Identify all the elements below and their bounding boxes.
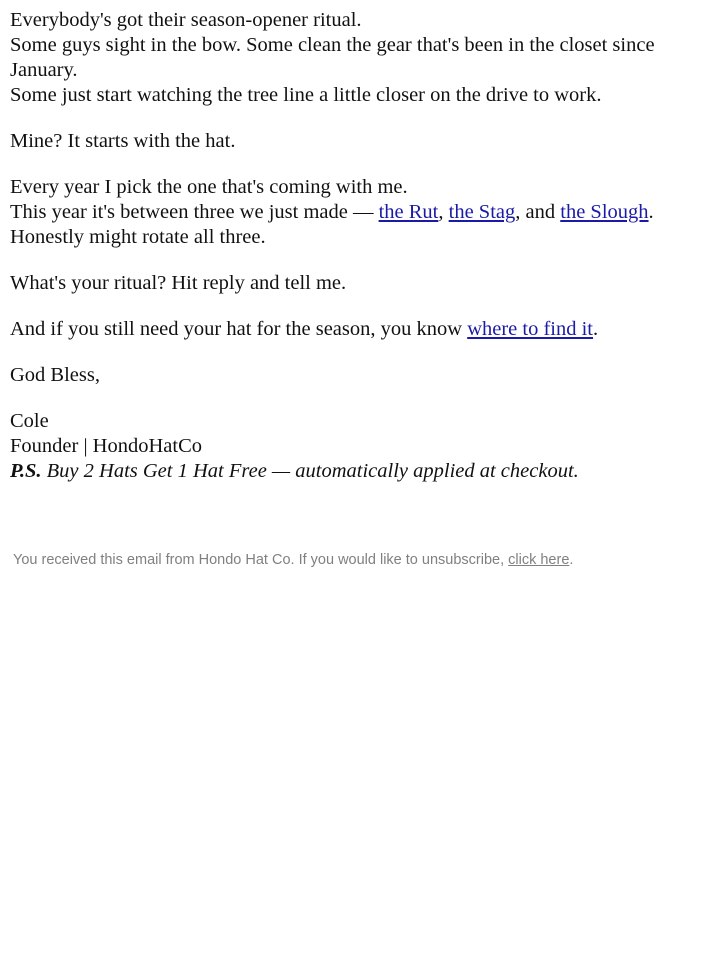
intro-line-3: Some just start watching the tree line a little closer on the drive to work. [10, 84, 602, 106]
signature-name: Cole [10, 410, 49, 432]
intro-line-2: Some guys sight in the bow. Some clean the gear that's been in the closet since January. [10, 34, 655, 81]
season-line-suffix: . [593, 318, 599, 340]
postscript-label: P.S. [10, 460, 42, 482]
pick-line-3: Honestly might rotate all three. [10, 226, 266, 248]
the-slough-link[interactable]: the Slough [560, 201, 649, 223]
unsubscribe-footer [13, 550, 713, 570]
season-line [10, 317, 710, 342]
season-line-prefix: And if you still need your hat for the season, you know [10, 318, 468, 340]
ritual-line: What's your ritual? Hit reply and tell me. [10, 272, 347, 294]
closing-line: God Bless, [10, 364, 100, 386]
unsubscribe-link[interactable]: click here [508, 552, 570, 568]
paragraph-spacer [10, 296, 710, 317]
pick-separator-1: , [438, 201, 449, 223]
signature-title: Founder | HondoHatCo [10, 435, 203, 457]
paragraph-spacer [10, 154, 710, 175]
paragraph-spacer [10, 108, 710, 129]
where-to-find-it-link[interactable]: where to find it [467, 318, 594, 340]
signature-block [10, 409, 710, 484]
the-rut-link[interactable]: the Rut [378, 201, 439, 223]
footer-text: You received this email from Hondo Hat Co. If you would like to unsubscribe, [13, 552, 509, 568]
postscript [10, 459, 710, 484]
hat-line: Mine? It starts with the hat. [10, 130, 236, 152]
pick-line-2-prefix: This year it's between three we just made — [10, 201, 379, 223]
email-body [10, 8, 710, 484]
paragraph-spacer [10, 388, 710, 409]
pick-separator-2: , and [515, 201, 561, 223]
the-stag-link[interactable]: the Stag [448, 201, 516, 223]
pick-line-1: Every year I pick the one that's coming with me. [10, 176, 408, 198]
hat-pick-paragraph [10, 175, 710, 250]
postscript-text: Buy 2 Hats Get 1 Hat Free — automatically applied at checkout. [41, 460, 579, 482]
footer-suffix: . [569, 552, 574, 568]
intro-paragraph [10, 8, 710, 108]
paragraph-spacer [10, 342, 710, 363]
pick-line-2 [10, 200, 710, 225]
pick-line-2-suffix: . [648, 201, 654, 223]
intro-line-1: Everybody's got their season-opener ritual. [10, 9, 362, 31]
paragraph-spacer [10, 250, 710, 271]
